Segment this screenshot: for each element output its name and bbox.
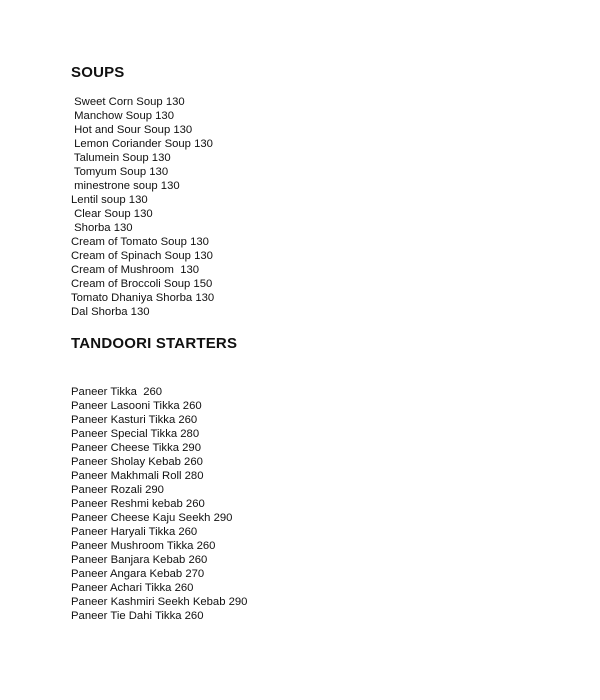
menu-item: Paneer Kashmiri Seekh Kebab 290 <box>71 596 248 608</box>
menu-item: Dal Shorba 130 <box>71 306 150 318</box>
menu-item: Paneer Achari Tikka 260 <box>71 582 194 594</box>
menu-item: Tomato Dhaniya Shorba 130 <box>71 292 215 304</box>
soups-list <box>71 95 214 319</box>
menu-item: Paneer Angara Kebab 270 <box>71 568 205 580</box>
menu-item: Paneer Rozali 290 <box>71 484 164 496</box>
menu-item: Paneer Lasooni Tikka 260 <box>71 400 202 412</box>
menu-item: Shorba 130 <box>71 222 133 234</box>
menu-item: Paneer Tie Dahi Tikka 260 <box>71 610 204 622</box>
menu-item: Lentil soup 130 <box>71 194 148 206</box>
menu-item: Paneer Sholay Kebab 260 <box>71 456 203 468</box>
menu-item: Cream of Tomato Soup 130 <box>71 236 209 248</box>
menu-item: Manchow Soup 130 <box>71 110 174 122</box>
tandoori-starters-list <box>71 385 247 623</box>
menu-item: minestrone soup 130 <box>71 180 180 192</box>
menu-item: Sweet Corn Soup 130 <box>71 96 185 108</box>
section-title-tandoori-starters: TANDOORI STARTERS <box>71 335 238 352</box>
menu-item: Clear Soup 130 <box>71 208 153 220</box>
section-title-soups: SOUPS <box>71 64 125 81</box>
menu-item: Cream of Spinach Soup 130 <box>71 250 213 262</box>
menu-item: Paneer Haryali Tikka 260 <box>71 526 198 538</box>
menu-item: Lemon Coriander Soup 130 <box>71 138 213 150</box>
menu-item: Paneer Reshmi kebab 260 <box>71 498 205 510</box>
menu-item: Paneer Mushroom Tikka 260 <box>71 540 216 552</box>
menu-item: Paneer Makhmali Roll 280 <box>71 470 204 482</box>
menu-item: Tomyum Soup 130 <box>71 166 169 178</box>
menu-item: Paneer Banjara Kebab 260 <box>71 554 208 566</box>
menu-item: Paneer Cheese Kaju Seekh 290 <box>71 512 233 524</box>
menu-item: Paneer Tikka 260 <box>71 386 163 398</box>
menu-item: Paneer Cheese Tikka 290 <box>71 442 201 454</box>
menu-item: Hot and Sour Soup 130 <box>71 124 193 136</box>
menu-item: Cream of Broccoli Soup 150 <box>71 278 213 290</box>
menu-item: Cream of Mushroom 130 <box>71 264 200 276</box>
menu-item: Paneer Special Tikka 280 <box>71 428 200 440</box>
menu-item: Paneer Kasturi Tikka 260 <box>71 414 198 426</box>
menu-item: Talumein Soup 130 <box>71 152 171 164</box>
